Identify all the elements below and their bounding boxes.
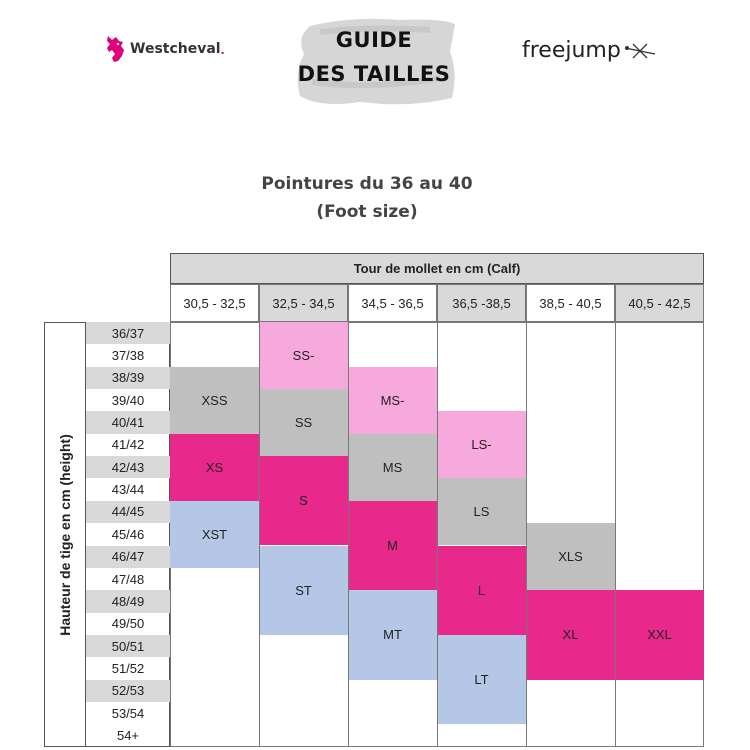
column-header: 38,5 - 40,5	[526, 284, 615, 322]
grid-divider	[259, 322, 260, 747]
size-cell-xst: XST	[170, 501, 259, 568]
chart-title-line1: Pointures du 36 au 40	[261, 174, 473, 194]
size-cell-lt: LT	[437, 635, 526, 724]
size-cell-ss-minus: SS-	[259, 322, 348, 389]
size-cell-l: L	[437, 546, 526, 635]
row-label: 37/38	[111, 348, 145, 364]
dragonfly-icon	[623, 42, 657, 60]
row-label: 53/54	[111, 705, 145, 721]
size-cell-xls: XLS	[526, 523, 615, 590]
freejump-text: freejump	[522, 38, 621, 63]
size-cell-ls: LS	[437, 478, 526, 545]
row-label: 42/43	[86, 456, 170, 478]
column-header: 30,5 - 32,5	[170, 284, 259, 322]
size-cell-ms: MS	[348, 434, 437, 501]
size-cell-mt: MT	[348, 590, 437, 679]
size-cell-xl: XL	[526, 590, 615, 679]
size-cell-xs: XS	[170, 434, 259, 501]
height-header: Hauteur de tige en cm (height)	[57, 434, 73, 636]
grid-divider	[526, 322, 527, 747]
size-cell-xss: XSS	[170, 367, 259, 434]
westcheval-logo	[104, 34, 225, 64]
size-cell-m: M	[348, 501, 437, 590]
row-label: 54+	[116, 727, 140, 743]
row-label: 44/45	[86, 501, 170, 523]
row-label: 51/52	[111, 660, 145, 676]
calf-header: Tour de mollet en cm (Calf)	[170, 253, 704, 284]
column-header: 32,5 - 34,5	[259, 284, 348, 322]
row-label: 41/42	[111, 437, 145, 453]
row-label: 47/48	[111, 571, 145, 587]
row-label: 43/44	[111, 482, 145, 498]
row-label: 46/47	[86, 546, 170, 568]
row-label: 49/50	[111, 616, 145, 632]
grid-divider	[437, 322, 438, 747]
row-label: 52/53	[86, 680, 170, 702]
row-label: 40/41	[86, 411, 170, 433]
column-header: 36,5 -38,5	[437, 284, 526, 322]
size-cell-st: ST	[259, 546, 348, 635]
size-cell-xxl: XXL	[615, 590, 704, 679]
column-header: 34,5 - 36,5	[348, 284, 437, 322]
size-cell-ms-minus: MS-	[348, 367, 437, 434]
grid-divider	[348, 322, 349, 747]
row-label: 38/39	[86, 367, 170, 389]
guide-line1: GUIDE	[335, 28, 413, 52]
horse-icon	[104, 34, 128, 64]
guide-des-tailles-badge	[290, 12, 460, 112]
column-header: 40,5 - 42,5	[615, 284, 704, 322]
row-label: 50/51	[86, 635, 170, 657]
row-label: 45/46	[111, 526, 145, 542]
westcheval-text: Westcheval	[130, 41, 221, 57]
row-label: 36/37	[86, 322, 170, 344]
chart-title-line2: (Foot size)	[316, 202, 418, 222]
size-cell-ls-minus: LS-	[437, 411, 526, 478]
grid-divider	[615, 322, 616, 747]
size-cell-ss: SS	[259, 389, 348, 456]
guide-line2: DES TAILLES	[297, 62, 451, 86]
row-label: 39/40	[111, 392, 145, 408]
size-cell-s: S	[259, 456, 348, 545]
row-label: 48/49	[86, 590, 170, 612]
westcheval-dot: .	[220, 41, 225, 57]
freejump-logo	[522, 38, 657, 63]
